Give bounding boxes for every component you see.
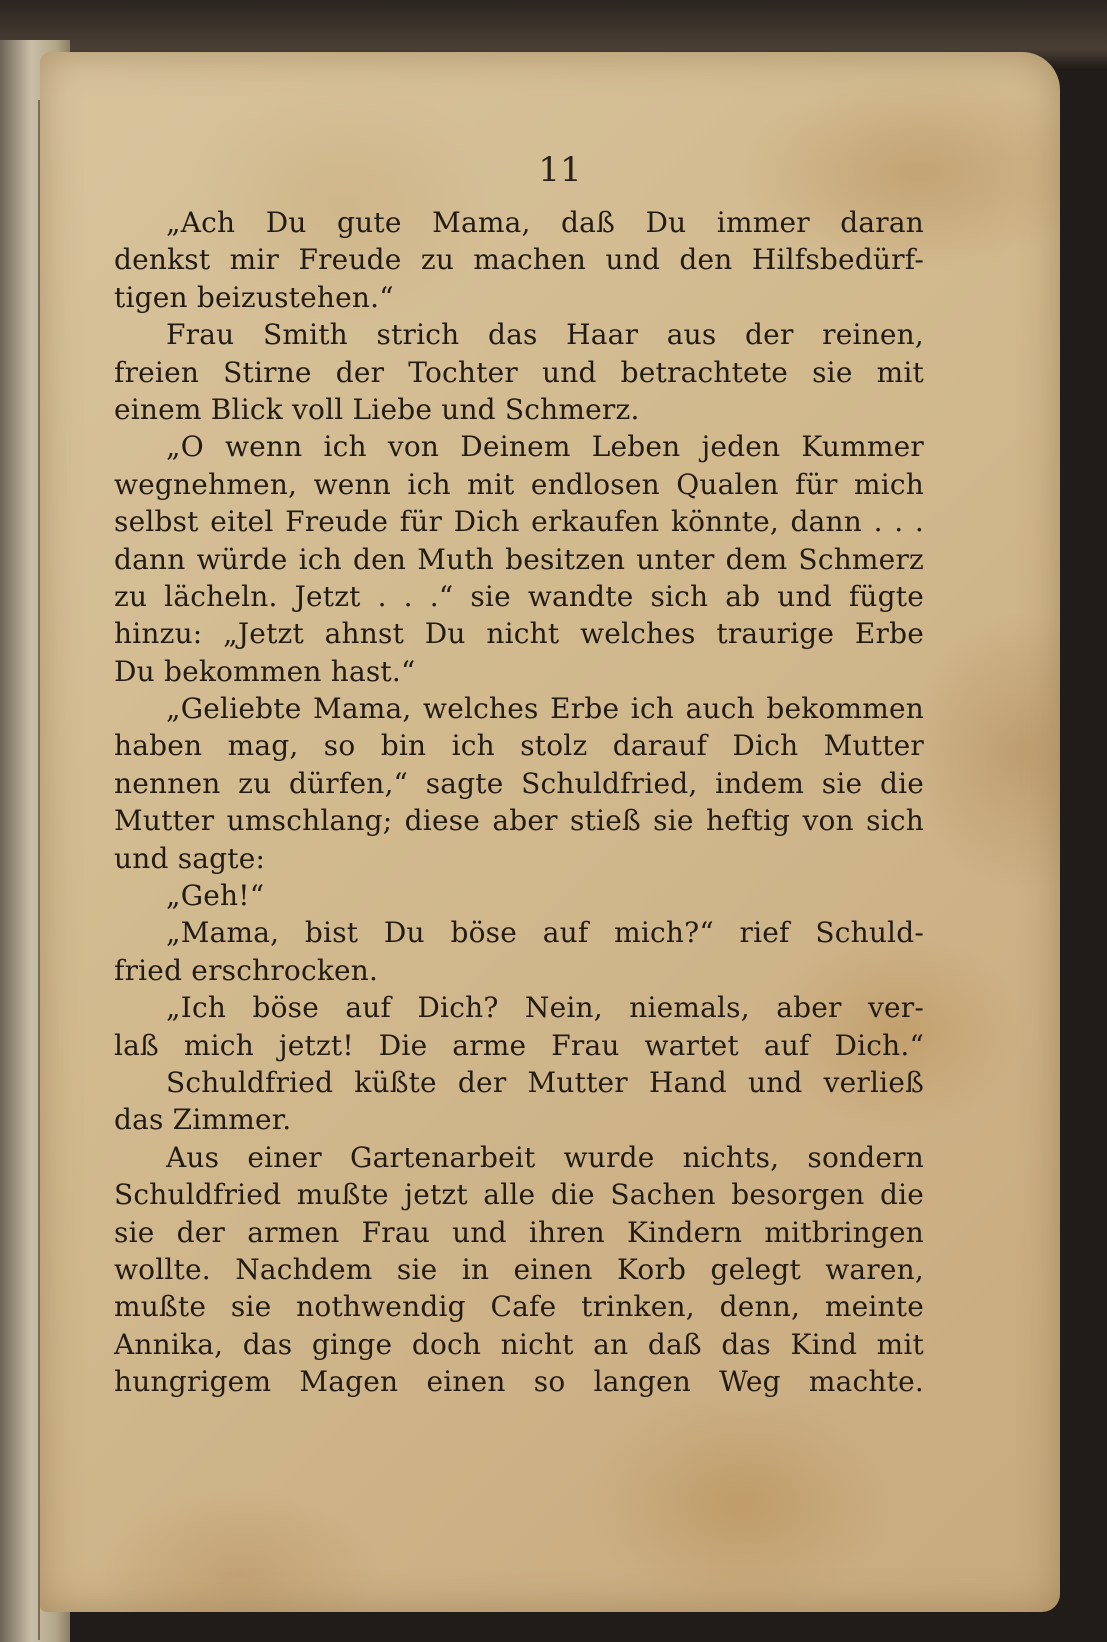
text-line: mußte sie nothwendig Cafe trinken, denn, meinte: [114, 1290, 924, 1324]
text-line: Du bekommen hast.“: [114, 654, 416, 688]
text-line: selbst eitel Freude für Dich erkaufen könnte, dann . . .: [114, 505, 924, 539]
text-line: fried erschrocken.: [114, 953, 379, 987]
text-line: „O wenn ich von Deinem Leben jeden Kummer: [166, 430, 924, 464]
text-line: hinzu: „Jetzt ahnst Du nicht welches traurige Erbe: [114, 617, 924, 651]
page-text: [114, 204, 924, 1401]
text-line: freien Stirne der Tochter und betrachtete sie mit: [114, 355, 924, 389]
text-line: wollte. Nachdem sie in einen Korb gelegt waren,: [114, 1252, 924, 1286]
text-line: dann würde ich den Muth besitzen unter dem Schmerz: [114, 542, 924, 576]
text-line: einem Blick voll Liebe und Schmerz.: [114, 392, 640, 426]
text-line: Schuldfried küßte der Mutter Hand und verließ: [166, 1065, 924, 1099]
text-line: laß mich jetzt! Die arme Frau wartet auf Dich.“: [114, 1028, 924, 1062]
text-line: Mutter umschlang; diese aber stieß sie heftig von sich: [114, 804, 924, 838]
text-line: sie der armen Frau und ihren Kindern mitbringen: [114, 1215, 924, 1249]
text-line: Frau Smith strich das Haar aus der reinen,: [166, 318, 924, 352]
text-line: nennen zu dürfen,“ sagte Schuldfried, indem sie die: [114, 766, 924, 800]
text-line: haben mag, so bin ich stolz darauf Dich Mutter: [114, 729, 924, 763]
text-line: Aus einer Gartenarbeit wurde nichts, sondern: [166, 1140, 924, 1174]
page-number: 11: [538, 150, 582, 190]
text-line: Annika, das ginge doch nicht an daß das Kind mit: [114, 1327, 924, 1361]
text-line: das Zimmer.: [114, 1103, 292, 1137]
text-line: „Ich böse auf Dich? Nein, niemals, aber ver-: [166, 991, 924, 1025]
text-line: hungrigem Magen einen so langen Weg machte.: [114, 1365, 924, 1399]
book-page: [40, 52, 1060, 1612]
text-line: tigen beizustehen.“: [114, 280, 394, 314]
text-line: „Geh!“: [166, 879, 265, 913]
text-line: zu lächeln. Jetzt . . .“ sie wandte sich ab und fügte: [114, 579, 924, 613]
text-line: Schuldfried mußte jetzt alle die Sachen besorgen die: [114, 1178, 924, 1212]
text-line: „Geliebte Mama, welches Erbe ich auch bekommen: [166, 692, 924, 726]
text-line: „Ach Du gute Mama, daß Du immer daran: [166, 206, 924, 239]
text-line: denkst mir Freude zu machen und den Hilfsbedürf-: [114, 243, 924, 277]
text-line: und sagte:: [114, 841, 266, 875]
text-line: wegnehmen, wenn ich mit endlosen Qualen für mich: [114, 467, 924, 501]
text-line: „Mama, bist Du böse auf mich?“ rief Schuld-: [166, 916, 924, 950]
